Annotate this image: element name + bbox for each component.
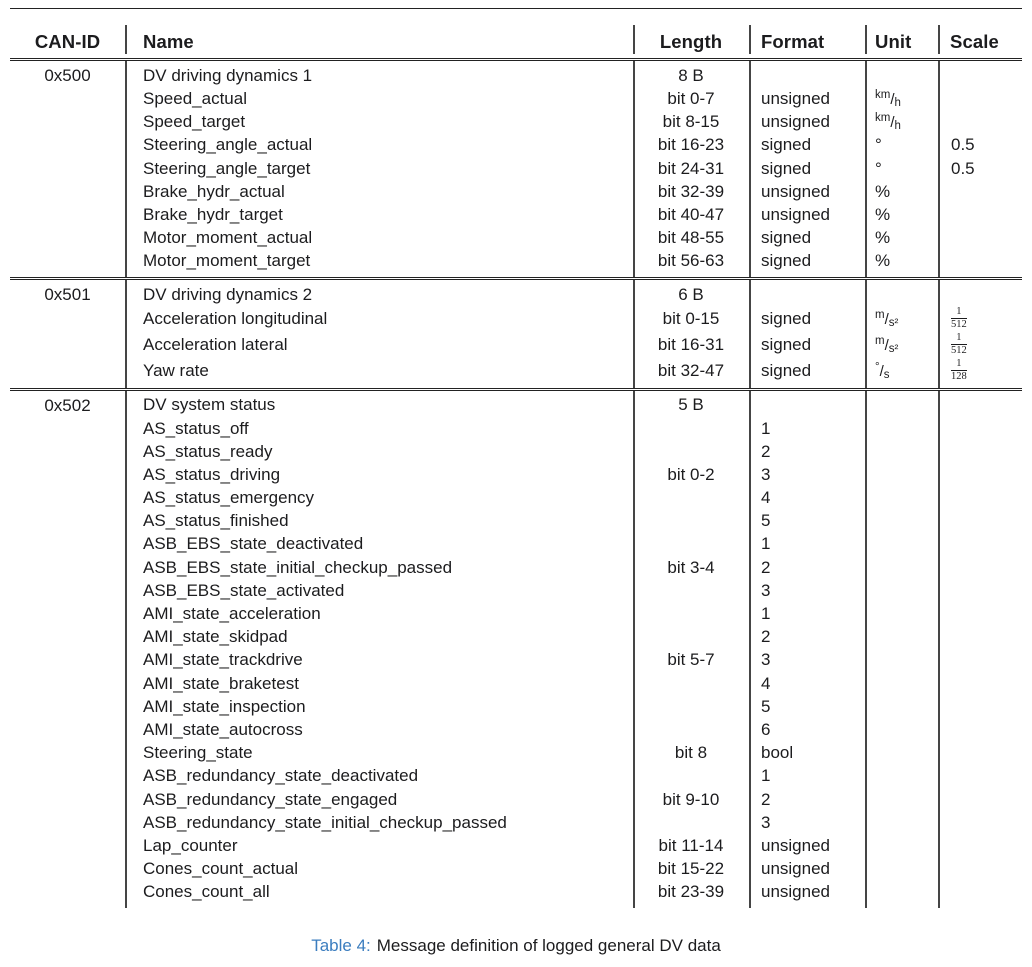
cell-format: signed (761, 251, 812, 271)
cell-length: bit 0-15 (662, 309, 720, 329)
cell-length: 5 B (678, 395, 704, 415)
cell-format: 3 (761, 464, 771, 484)
cell-name: AMI_state_acceleration (143, 604, 321, 624)
column-separator-line (938, 61, 940, 277)
column-separator-line (749, 391, 751, 908)
cell-name: AMI_state_braketest (143, 673, 299, 693)
table-row (10, 157, 1022, 180)
cell-format: 2 (761, 557, 771, 577)
cell-name: Steering_angle_target (143, 158, 311, 178)
cell-unit (865, 309, 938, 329)
cell-format: signed (761, 158, 812, 178)
cell-name: ASB_EBS_state_initial_checkup_passed (143, 557, 453, 577)
column-separator-line (633, 280, 635, 387)
cell-format: 5 (761, 696, 771, 716)
cell-format: 5 (761, 511, 771, 531)
cell-unit: % (875, 181, 891, 201)
cell-format: unsigned (761, 204, 831, 224)
cell-name: Brake_hydr_actual (143, 181, 285, 201)
scale-fraction: $\frac{1}{512}$ (951, 306, 967, 331)
cell-length: bit 16-31 (657, 334, 725, 354)
cell-name: DV driving dynamics 1 (143, 65, 313, 85)
column-separator-line (865, 280, 867, 387)
cell-name: Steering_angle_actual (143, 135, 313, 155)
cell-scale (938, 306, 1022, 332)
column-separator-line (125, 61, 127, 277)
cell-unit (865, 89, 938, 109)
cell-length: bit 48-55 (657, 228, 725, 248)
caption-text: Message definition of logged general DV data (376, 936, 721, 955)
cell-format: signed (761, 360, 812, 380)
cell-format: 2 (761, 441, 771, 461)
cell-name: AMI_state_skidpad (143, 627, 288, 647)
table-row (10, 695, 1022, 718)
cell-format: unsigned (761, 835, 831, 855)
table-row (10, 718, 1022, 741)
cell-unit: ° (875, 135, 882, 155)
cell-can-id: 0x500 (44, 66, 91, 86)
can-message-table (10, 8, 1022, 908)
table-row (10, 510, 1022, 533)
cell-name: AS_status_emergency (143, 488, 315, 508)
table-row (10, 788, 1022, 811)
cell-format: 4 (761, 488, 771, 508)
table-row (10, 579, 1022, 602)
cell-length: bit 5-7 (667, 650, 715, 670)
column-separator-line (125, 25, 127, 54)
cell-format: 2 (761, 789, 771, 809)
table-caption (0, 936, 1032, 956)
cell-unit: % (875, 251, 891, 271)
cell-length: bit 56-63 (657, 251, 725, 271)
cell-name: ASB_redundancy_state_initial_checkup_passed (143, 812, 507, 832)
cell-length: bit 11-14 (658, 835, 724, 855)
table-row (10, 64, 1022, 87)
cell-name: AMI_state_autocross (143, 719, 303, 739)
column-header-unit: Unit (875, 31, 912, 52)
cell-length: bit 24-31 (657, 158, 725, 178)
cell-name: Motor_moment_target (143, 251, 311, 271)
table-row (10, 111, 1022, 134)
unit-fraction: $^{km}$/h (875, 88, 901, 109)
cell-length: bit 40-47 (657, 204, 725, 224)
cell-format: signed (761, 309, 812, 329)
cell-name: AS_status_off (143, 418, 249, 438)
cell-length: 8 B (678, 65, 704, 85)
cell-name: DV system status (143, 395, 276, 415)
cell-scale: 0.5 (951, 158, 975, 178)
cell-length: bit 3-4 (667, 557, 715, 577)
table-row (10, 203, 1022, 226)
table-row (10, 556, 1022, 579)
cell-format: 3 (761, 580, 771, 600)
column-header-name: Name (143, 31, 194, 52)
cell-name: DV driving dynamics 2 (143, 284, 313, 304)
unit-fraction: $^{km}$/h (875, 112, 901, 133)
caption-label: Table 4: (311, 936, 371, 955)
table-row (10, 134, 1022, 157)
table-row (10, 533, 1022, 556)
table-row (10, 227, 1022, 250)
cell-length: bit 16-23 (657, 135, 725, 155)
unit-fraction: °/s (875, 360, 890, 381)
cell-format: unsigned (761, 88, 831, 108)
row-group-0x501 (10, 280, 1022, 387)
row-group-0x502 (10, 391, 1022, 908)
cell-scale (938, 332, 1022, 358)
column-separator-line (865, 61, 867, 277)
cell-format: 1 (761, 766, 771, 786)
table-row (10, 250, 1022, 273)
table-row (10, 857, 1022, 880)
table-body (10, 61, 1022, 908)
cell-name: Lap_counter (143, 835, 238, 855)
table-row (10, 881, 1022, 904)
cell-length: 6 B (678, 284, 704, 304)
cell-unit (865, 335, 938, 355)
cell-format: 3 (761, 650, 771, 670)
table-row (10, 834, 1022, 857)
column-separator-line (749, 280, 751, 387)
column-separator-line (749, 61, 751, 277)
table-row (10, 440, 1022, 463)
cell-name: Acceleration lateral (143, 334, 288, 354)
cell-name: Motor_moment_actual (143, 228, 313, 248)
cell-name: Cones_count_actual (143, 859, 299, 879)
table-row (10, 417, 1022, 440)
cell-format: signed (761, 135, 812, 155)
table-row (10, 602, 1022, 625)
cell-name: Yaw rate (143, 360, 209, 380)
column-separator-line (125, 391, 127, 908)
table-row (10, 180, 1022, 203)
cell-name: AS_status_finished (143, 511, 289, 531)
cell-format: 4 (761, 673, 771, 693)
column-header-format: Format (761, 31, 825, 52)
cell-name: Acceleration longitudinal (143, 309, 328, 329)
cell-length: bit 32-47 (657, 360, 725, 380)
cell-format: unsigned (761, 859, 831, 879)
cell-name: Speed_actual (143, 88, 247, 108)
cell-format: 1 (761, 418, 771, 438)
cell-format: 3 (761, 812, 771, 832)
cell-format: 2 (761, 627, 771, 647)
cell-length: bit 0-2 (667, 464, 715, 484)
column-separator-line (749, 25, 751, 54)
table-row (10, 87, 1022, 110)
column-header-can-id: CAN-ID (34, 31, 101, 52)
cell-name: AS_status_driving (143, 464, 281, 484)
cell-name: Cones_count_all (143, 882, 270, 902)
table-row (10, 463, 1022, 486)
cell-unit: ° (875, 158, 882, 178)
cell-length: bit 32-39 (657, 181, 725, 201)
cell-can-id: 0x501 (44, 285, 91, 305)
cell-length: bit 0-7 (667, 88, 715, 108)
cell-unit (865, 112, 938, 132)
column-separator-line (633, 61, 635, 277)
table-row (10, 626, 1022, 649)
table-row (10, 742, 1022, 765)
cell-length: bit 15-22 (657, 859, 725, 879)
cell-format: 6 (761, 719, 771, 739)
table-row (10, 332, 1022, 358)
cell-name: Brake_hydr_target (143, 204, 283, 224)
cell-name: ASB_redundancy_state_engaged (143, 789, 398, 809)
cell-name: ASB_redundancy_state_deactivated (143, 766, 419, 786)
table-row (10, 765, 1022, 788)
cell-name: Speed_target (143, 112, 246, 132)
cell-name: AMI_state_trackdrive (143, 650, 303, 670)
column-separator-line (938, 391, 940, 908)
unit-fraction: $^m$/s² (875, 309, 899, 330)
column-header-length: Length (659, 31, 723, 52)
scale-fraction: $\frac{1}{128}$ (951, 357, 967, 382)
cell-length: bit 8-15 (662, 112, 720, 132)
cell-format: signed (761, 228, 812, 248)
cell-unit (865, 361, 938, 381)
cell-length: bit 9-10 (662, 789, 720, 809)
table-row (10, 358, 1022, 384)
column-header-scale: Scale (950, 31, 999, 52)
table-row (10, 486, 1022, 509)
table-row (10, 283, 1022, 306)
unit-fraction: $^m$/s² (875, 334, 899, 355)
cell-name: ASB_EBS_state_deactivated (143, 534, 364, 554)
cell-length: bit 8 (674, 743, 708, 763)
table-row (10, 306, 1022, 332)
cell-can-id: 0x502 (44, 395, 91, 415)
column-separator-line (865, 25, 867, 54)
column-separator-line (865, 391, 867, 908)
cell-length: bit 23-39 (657, 882, 725, 902)
table-row (10, 811, 1022, 834)
table-header (10, 9, 1022, 58)
column-separator-line (938, 25, 940, 54)
column-separator-line (125, 280, 127, 387)
column-separator-line (633, 25, 635, 54)
cell-format: 1 (761, 604, 771, 624)
scale-fraction: $\frac{1}{512}$ (951, 332, 967, 356)
row-group-0x500 (10, 61, 1022, 277)
cell-format: unsigned (761, 112, 831, 132)
cell-unit: % (875, 204, 891, 224)
cell-format: signed (761, 334, 812, 354)
cell-format: 1 (761, 534, 771, 554)
cell-name: AMI_state_inspection (143, 696, 306, 716)
cell-name: AS_status_ready (143, 441, 273, 461)
cell-format: unsigned (761, 882, 831, 902)
cell-format: bool (761, 743, 794, 763)
cell-name: Steering_state (143, 743, 253, 763)
cell-scale: 0.5 (951, 135, 975, 155)
cell-name: ASB_EBS_state_activated (143, 580, 345, 600)
cell-unit: % (875, 228, 891, 248)
cell-scale (938, 358, 1022, 384)
column-separator-line (938, 280, 940, 387)
column-separator-line (633, 391, 635, 908)
table-row (10, 394, 1022, 417)
table-row (10, 672, 1022, 695)
cell-format: unsigned (761, 181, 831, 201)
table-row (10, 649, 1022, 672)
